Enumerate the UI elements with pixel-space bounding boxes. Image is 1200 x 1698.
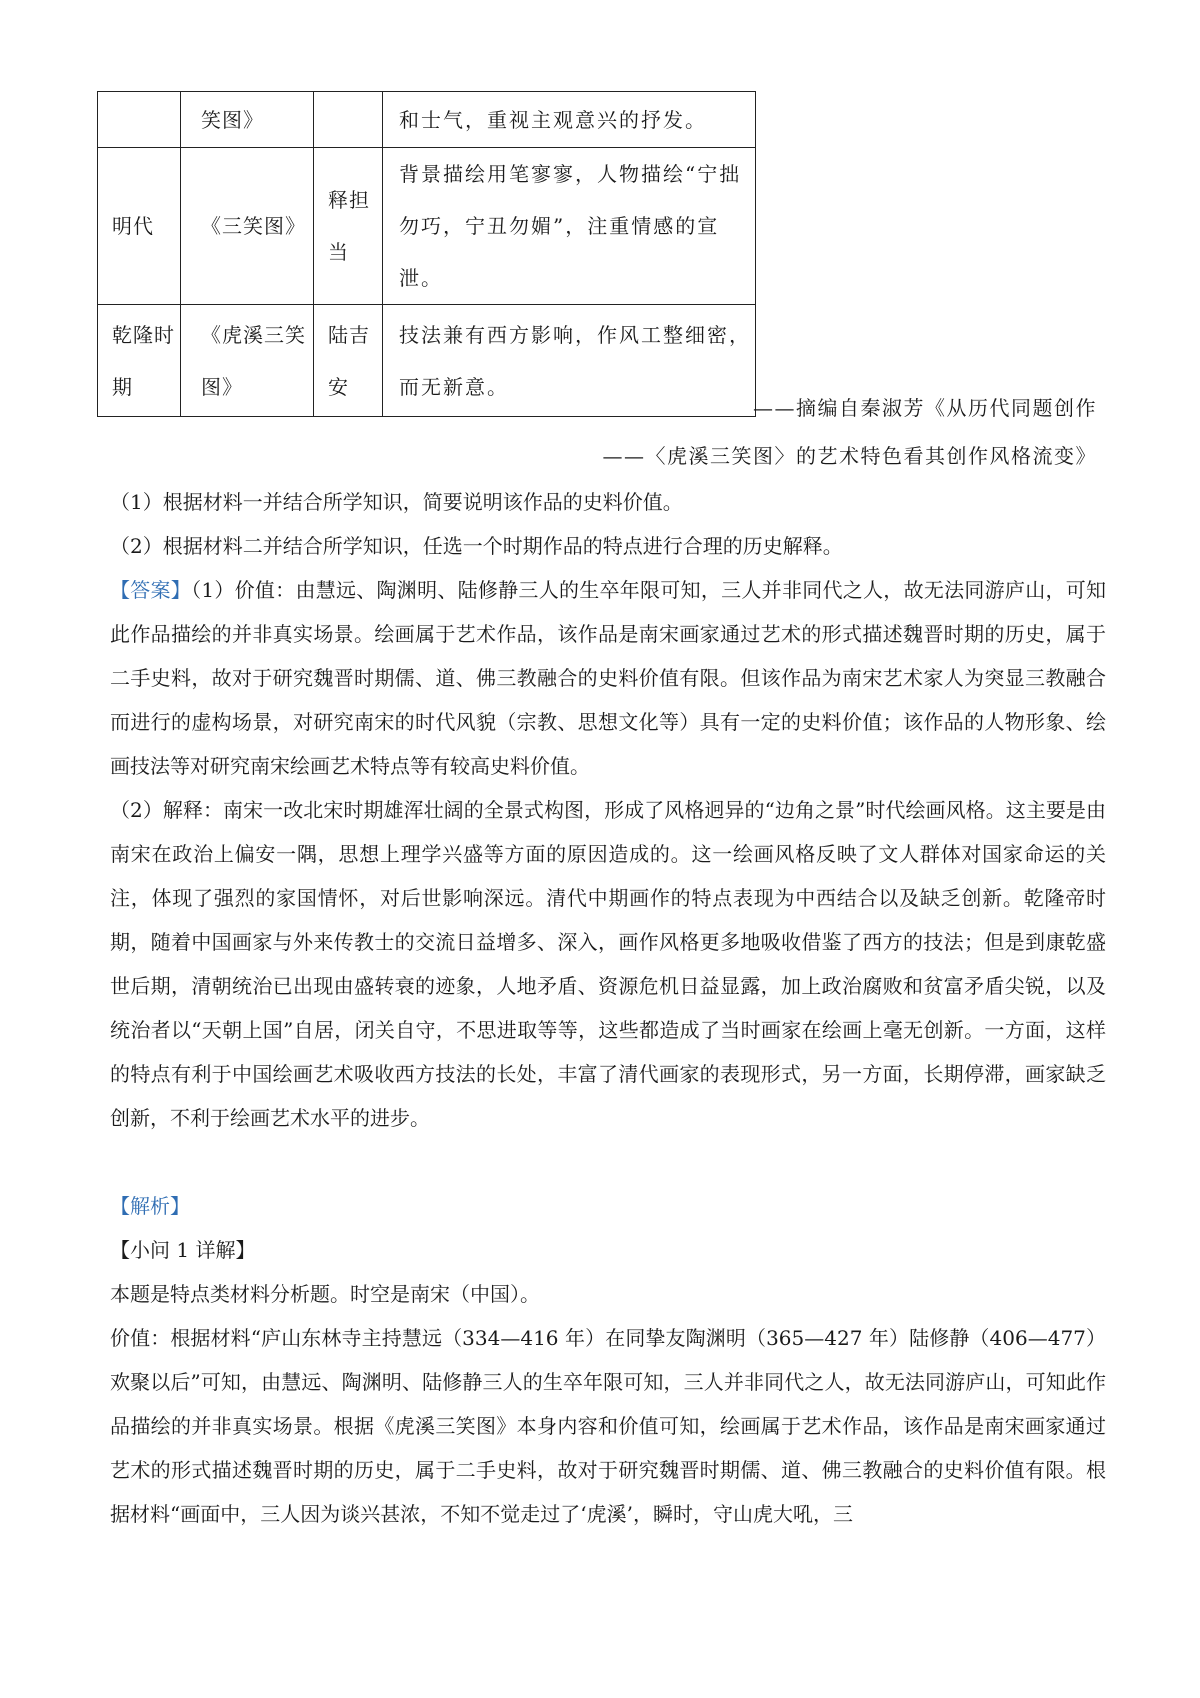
era-cell: 乾隆时期 [98,305,181,417]
work-cell: 《三笑图》 [181,148,314,305]
artist-cell: 释担当 [314,148,383,305]
feature-cell: 背景描绘用笔寥寥，人物描绘“宁拙勿巧，宁丑勿媚”，注重情感的宣泄。 [383,148,756,305]
source-citation-line-1: ——摘编自秦淑芳《从历代同题创作 [753,396,1097,420]
artist-cell [314,92,383,148]
analysis-tag: 【解析】 [110,1194,190,1218]
era-cell: 明代 [98,148,181,305]
source-citation-line-2: ——〈虎溪三笑图〉的艺术特色看其创作风格流变》 [602,444,1097,468]
table-row [98,148,756,305]
answer-part-1-text: （1）价值：由慧远、陶渊明、陆修静三人的生卒年限可知，三人并非同代之人，故无法同游庐山，可知此作品描绘的并非真实场景。绘画属于艺术作品，该作品是南宋画家通过艺术的形式描述魏晋时期的历史，属于二手史料，故对于研究魏晋时期儒、道、佛三教融合的史料价值有限。但该作品为南宋艺术家人为突显三教融合而进行的虚构场景，对研究南宋的时代风貌（宗教、思想文化等）具有一定的史料价值；该作品的人物形象、绘画技法等对研究南宋绘画艺术特点等有较高史料价值。 [110,578,1107,778]
feature-cell: 和士气，重视主观意兴的抒发。 [383,92,756,148]
work-cell: 笑图》 [181,92,314,148]
answer-part-1 [110,568,1106,788]
work-cell: 《虎溪三笑图》 [181,305,314,417]
era-cell [98,92,181,148]
analysis-detail: 价值：根据材料“庐山东林寺主持慧远（334—416 年）在同挚友陶渊明（365—427 年）陆修静（406—477）欢聚以后”可知，由慧远、陶渊明、陆修静三人的生卒年限可知，三人并非同代之人，故无法同游庐山，可知此作品描绘的并非真实场景。根据《虎溪三笑图》本身内容和价值可知，绘画属于艺术作品，该作品是南宋画家通过艺术的形式描述魏晋时期的历史，属于二手史料，故对于研究魏晋时期儒、道、佛三教融合的史料价值有限。根据材料“画面中，三人因为谈兴甚浓，不知不觉走过了‘虎溪’，瞬时，守山虎大吼，三 [110,1326,1106,1526]
question-1: （1）根据材料一并结合所学知识，简要说明该作品的史料价值。 [110,490,683,514]
question-2: （2）根据材料二并结合所学知识，任选一个时期作品的特点进行合理的历史解释。 [110,534,843,558]
table-row [98,305,756,417]
sub-question-1-heading: 【小问 1 详解】 [110,1238,256,1262]
feature-cell: 技法兼有西方影响，作风工整细密，而无新意。 [383,305,756,417]
artist-cell: 陆吉安 [314,305,383,417]
analysis-intro: 本题是特点类材料分析题。时空是南宋（中国）。 [110,1282,540,1306]
answer-part-2: （2）解释：南宋一改北宋时期雄浑壮阔的全景式构图，形成了风格迥异的“边角之景”时代绘画风格。这主要是由南宋在政治上偏安一隅，思想上理学兴盛等方面的原因造成的。这一绘画风格反映了文人群体对国家命运的关注，体现了强烈的家国情怀，对后世影响深远。清代中期画作的特点表现为中西结合以及缺乏创新。乾隆帝时期，随着中国画家与外来传教士的交流日益增多、深入，画作风格更多地吸收借鉴了西方的技法；但是到康乾盛世后期，清朝统治已出现由盛转衰的迹象，人地矛盾、资源危机日益显露，加上政治腐败和贫富矛盾尖锐，以及统治者以“天朝上国”自居，闭关自守，不思进取等等，这些都造成了当时画家在绘画上毫无创新。一方面，这样的特点有利于中国绘画艺术吸收西方技法的长处，丰富了清代画家的表现形式，另一方面，长期停滞，画家缺乏创新，不利于绘画艺术水平的进步。 [110,798,1106,1130]
table-row [98,92,756,148]
answer-tag: 【答案】 [110,578,192,602]
painting-comparison-table [97,91,756,417]
